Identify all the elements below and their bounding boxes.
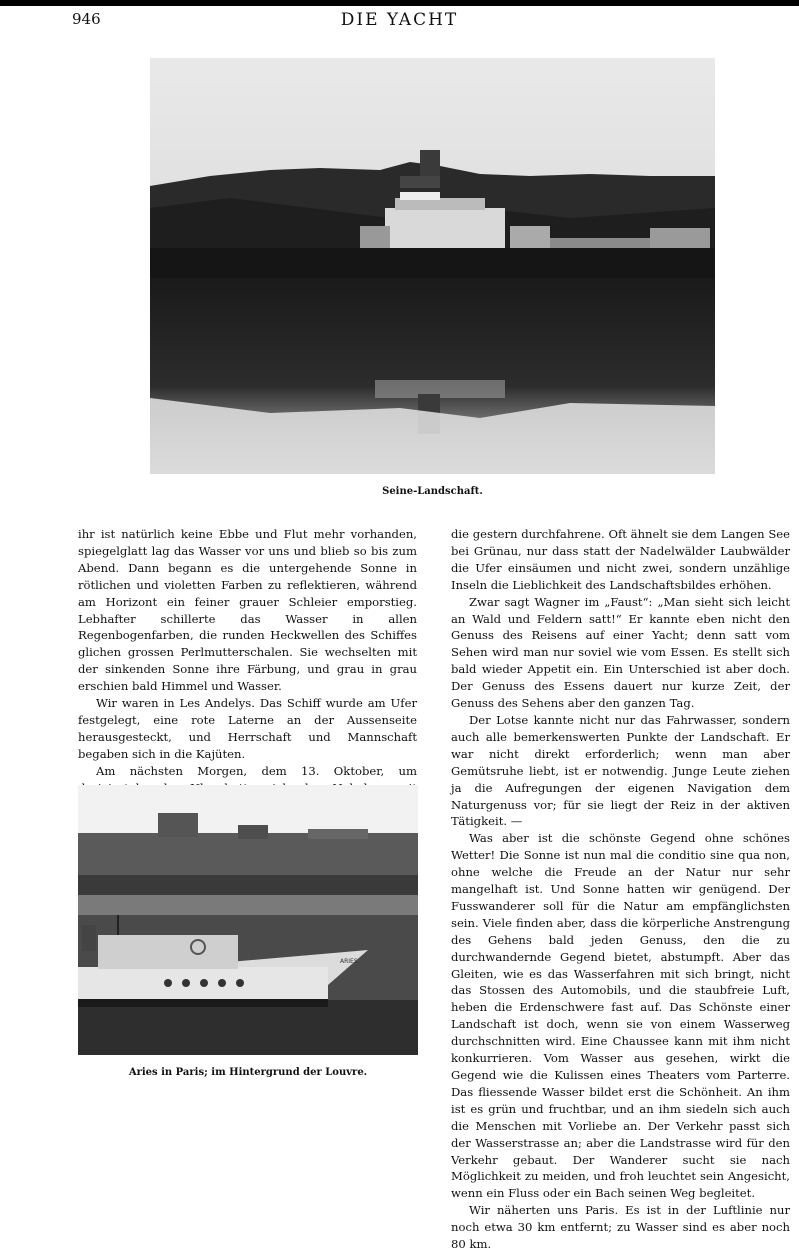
page-number: 946 [72,10,101,28]
aries-louvre-illustration [78,785,418,1055]
aries-paris-photo [78,785,418,1055]
right-text-column [451,526,790,1253]
seine-landscape-photo [150,58,715,474]
seine-landscape-illustration [150,58,715,474]
running-title: DIE YACHT [340,10,459,30]
left-paragraph-3: Am nächsten Morgen, dem 13. Oktober, um [96,763,417,778]
top-photo-caption: Seine-Landschaft. [382,486,483,497]
right-paragraph-1: die gestern durchfahrene. Oft ähnelt sie dem Langen See bei Grünau, nur dass statt der Nadelwälder Laubwälder die Ufer einsäumen und nicht zwei, sondern unzählige Inseln die Lieblichkeit des Landschaftsbildes erhöhen. [451,527,790,592]
right-paragraph-5: Wir näherten uns Paris. Es ist in der Luftlinie nur noch etwa 30 km entfernt; zu Wasser sind es aber noch 80 km. [451,1203,790,1252]
page-top-border [0,0,799,6]
right-paragraph-2: Zwar sagt Wagner im „Faust“: „Man sieht sich leicht an Wald und Feldern satt!“ Er kannte eben nicht den Genuss des Reisens auf einer Yacht; denn satt vom Sehen wird man nur soviel wie vom Essen. Es stellt sich bald wieder Appetit ein. Ein Unterschied ist aber doch. Der Genuss des Essens dauert nur kurze Zeit, der Genuss des Sehens aber den ganzen Tag. [451,594,790,711]
bottom-photo-caption: Aries in Paris; im Hintergrund der Louvre. [128,1067,368,1078]
boat-name-lettering: ARIES [340,958,358,965]
left-paragraph-1: ihr ist natürlich keine Ebbe und Flut mehr vorhanden, spiegelglatt lag das Wasser vor uns und blieb so bis zum Abend. Dann begann es die untergehende Sonne in rötlichen und violetten Farben zu reflektieren, während am Horizont ein feiner grauer Schleier emporstieg. Lebhafter schillerte das Wasser in allen Regenbogenfarben, die runden Heckwellen des Schiffes glichen grossen Perlmutterschalen. Sie wechselten mit der sinkenden Sonne ihre Färbung, und grau in grau erschien bald Himmel und Wasser. [78,527,417,694]
right-paragraph-4: Was aber ist die schönste Gegend ohne schönes Wetter! Die Sonne ist nun mal die conditio sine qua non, ohne welche die Freude an der Natur nur sehr mangelhaft ist. Und Sonne hatten wir genügend. Der Fusswanderer soll für die Natur am empfänglichsten sein. Viele finden aber, dass die körperliche Anstrengung des Gehens bald jeden Genuss, den die zu durchwandernde Gegend bietet, abstumpft. Aber das Gleiten, wie es das Wasserfahren mit sich bringt, nicht das Stossen des Automobils, und die staubfreie Luft, heben die Erdenschwere fast auf. Das Schönste einer Landschaft ist doch, wenn sie von einem Wasserweg durchschnitten wird. Eine Chaussee kann mit ihm nicht konkurrieren. Vom Wasser aus gesehen, wirkt die Gegend wie die Kulissen eines Theaters vom Parterre. Das fliessende Wasser bildet erst die Schönheit. An ihm ist es grün und fruchtbar, und an ihm siedeln sich auch die Menschen mit Vorliebe an. Der Verkehr passt sich der Wasserstrasse an; aber die Landstrasse wird für den Verkehr gebaut. Der Wanderer sucht sie nach Möglichkeit zu meiden, und froh leuchtet sein Angesicht, wenn ein Fluss oder ein Bach seinen Weg begleitet. [451,831,790,1201]
left-paragraph-2: Wir waren in Les Andelys. Das Schiff wurde am Ufer festgelegt, eine rote Laterne an der Aussenseite herausgesteckt, und Herrschaft und Mannschaft begaben sich in die Kajüten. [78,696,417,761]
right-paragraph-3: Der Lotse kannte nicht nur das Fahrwasser, sondern auch alle bemerkenswerten Punkte der Landschaft. Er war nicht direkt erforderlich; wenn man aber Gemütsruhe liebt, ist er notwendig. Junge Leute ziehen ja die Aufregungen der eigenen Navigation dem Naturgenuss vor; für sie liegt der Reiz in der aktiven Tätigkeit. — [451,712,790,829]
